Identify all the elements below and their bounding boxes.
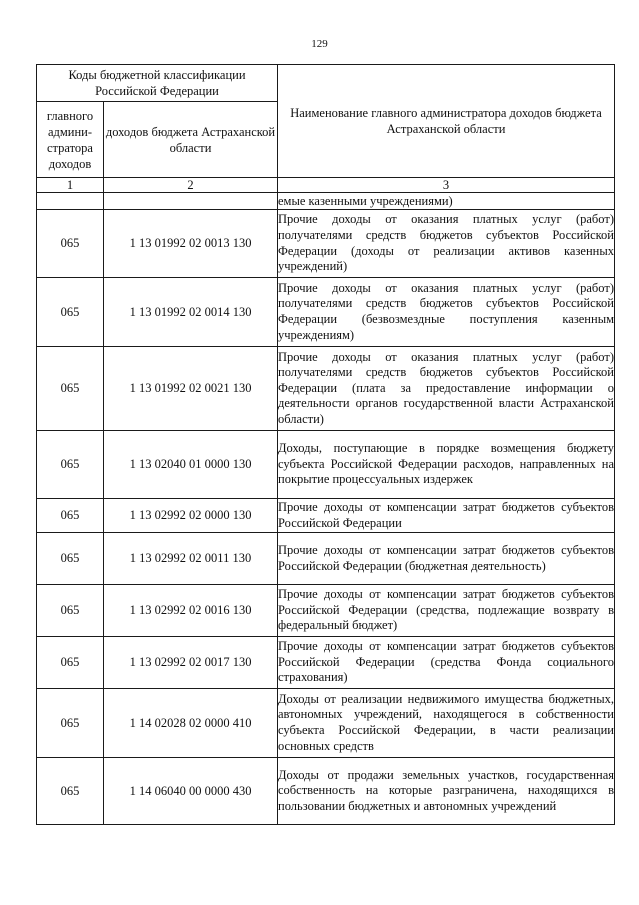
admin-code-cell: 065 <box>37 499 104 533</box>
income-code-cell: 1 13 02992 02 0017 130 <box>104 637 278 689</box>
admin-name-cell: Доходы от реализации недвижимого имущества бюджетных, автономных учреждений, находящегося в собственности субъекта Российской Федерации, в части реализации основных средств <box>278 689 615 758</box>
admin-name-cell: Доходы, поступающие в порядке возмещения бюджету субъекта Российской Федерации расходов, направленных на покрытие процессуальных издержек <box>278 431 615 499</box>
table-row <box>37 499 615 533</box>
income-code-cell: 1 13 01992 02 0021 130 <box>104 347 278 431</box>
admin-code-cell: 065 <box>37 585 104 637</box>
continuation-text: емые казенными учреждениями) <box>278 193 615 210</box>
column-number-1: 1 <box>37 178 104 193</box>
income-code-cell: 1 14 02028 02 0000 410 <box>104 689 278 758</box>
table-row <box>37 210 615 278</box>
admin-name-cell: Прочие доходы от компенсации затрат бюджетов субъектов Российской Федерации <box>278 499 615 533</box>
admin-name-cell: Прочие доходы от компенсации затрат бюджетов субъектов Российской Федерации (средства, подлежащие возврату в федеральный бюджет) <box>278 585 615 637</box>
empty-cell <box>104 193 278 210</box>
admin-name-cell: Прочие доходы от оказания платных услуг (работ) получателями средств бюджетов субъектов Российской Федерации (плата за предоставление информации о деятельности органов государственной власти Астраханской области) <box>278 347 615 431</box>
table-row <box>37 347 615 431</box>
table-row <box>37 278 615 347</box>
page-number: 129 <box>311 38 328 50</box>
column-number-2: 2 <box>104 178 278 193</box>
header-income-code: доходов бюджета Астраханской области <box>104 102 278 178</box>
income-code-cell: 1 13 01992 02 0013 130 <box>104 210 278 278</box>
admin-code-cell: 065 <box>37 758 104 825</box>
income-code-cell: 1 13 02992 02 0011 130 <box>104 533 278 585</box>
admin-code-cell: 065 <box>37 533 104 585</box>
empty-cell <box>37 193 104 210</box>
income-code-cell: 1 13 02040 01 0000 130 <box>104 431 278 499</box>
table-row <box>37 533 615 585</box>
admin-code-cell: 065 <box>37 210 104 278</box>
column-number-3: 3 <box>278 178 615 193</box>
header-main-admin: главного админи-стратора доходов <box>37 102 104 178</box>
admin-code-cell: 065 <box>37 637 104 689</box>
table-row <box>37 689 615 758</box>
admin-code-cell: 065 <box>37 689 104 758</box>
income-code-cell: 1 14 06040 00 0000 430 <box>104 758 278 825</box>
admin-name-cell: Прочие доходы от компенсации затрат бюджетов субъектов Российской Федерации (средства Фонда социального страхования) <box>278 637 615 689</box>
budget-classification-table <box>36 64 615 825</box>
admin-code-cell: 065 <box>37 347 104 431</box>
header-admin-name: Наименование главного администратора доходов бюджета Астраханской области <box>278 65 615 178</box>
income-code-cell: 1 13 02992 02 0016 130 <box>104 585 278 637</box>
table-row <box>37 431 615 499</box>
income-code-cell: 1 13 02992 02 0000 130 <box>104 499 278 533</box>
table-row <box>37 758 615 825</box>
header-codes-group: Коды бюджетной классификации Российской Федерации <box>37 65 278 102</box>
table-row <box>37 637 615 689</box>
table-row-continuation <box>37 193 615 210</box>
admin-name-cell: Прочие доходы от оказания платных услуг (работ) получателями средств бюджетов субъектов Российской Федерации (безвозмездные поступления казенным учреждениям) <box>278 278 615 347</box>
admin-name-cell: Прочие доходы от компенсации затрат бюджетов субъектов Российской Федерации (бюджетная деятельность) <box>278 533 615 585</box>
admin-name-cell: Прочие доходы от оказания платных услуг (работ) получателями средств бюджетов субъектов Российской Федерации (доходы от реализации активов казенных учреждений) <box>278 210 615 278</box>
table-row <box>37 585 615 637</box>
income-code-cell: 1 13 01992 02 0014 130 <box>104 278 278 347</box>
admin-code-cell: 065 <box>37 278 104 347</box>
admin-code-cell: 065 <box>37 431 104 499</box>
admin-name-cell: Доходы от продажи земельных участков, государственная собственность на которые разграничена, находящихся в пользовании бюджетных и автономных учреждений <box>278 758 615 825</box>
